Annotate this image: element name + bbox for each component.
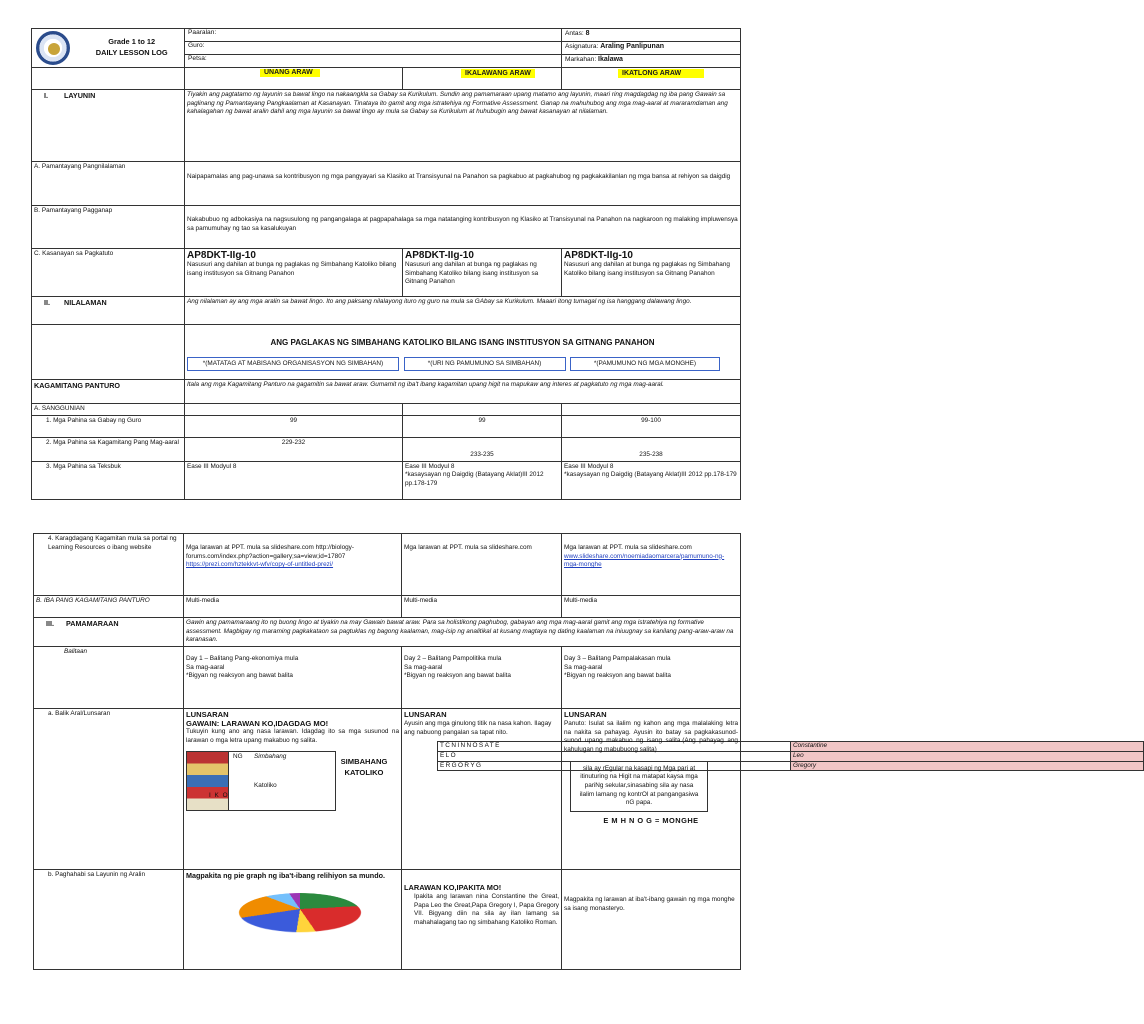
pangnilalaman-label: A. Pamantayang Pangnilalaman xyxy=(32,162,185,206)
iba-day1: Multi-media xyxy=(184,596,402,618)
asignatura-label: Asignatura: xyxy=(565,43,599,50)
blank-cell xyxy=(403,404,562,416)
balitaan-day1: Day 1 – Balitang Pang-ekonomiya mula Sa mag-aaral *Bigyan ng reaksyon ang bawat balita xyxy=(184,646,402,708)
blank-cell xyxy=(32,325,185,380)
nilalaman-label: NILALAMAN xyxy=(64,298,107,307)
document-title xyxy=(96,37,168,58)
iba-day2: Multi-media xyxy=(402,596,562,618)
day1-header: UNANG ARAW xyxy=(260,69,320,77)
gabay-day2: 99 xyxy=(403,415,562,437)
iba-day3: Multi-media xyxy=(562,596,741,618)
pagganap-label: B. Pamantayang Pagganap xyxy=(32,206,185,249)
header-logo-cell xyxy=(32,29,185,68)
answer-2: Leo xyxy=(791,752,1144,762)
d1-answer: SIMBAHANG KATOLIKO xyxy=(340,757,388,777)
subtopic-3: *(PAMUMUNO NG MGA MONGHE) xyxy=(570,357,720,372)
lr-day2: Mga larawan at PPT. mula sa slideshare.com xyxy=(402,534,562,596)
day2-header: IKALAWANG ARAW xyxy=(461,69,535,78)
pamamaraan-num: III. xyxy=(46,619,54,628)
lesson-log-page-1 xyxy=(0,28,768,500)
lr-label: 4. Karagdagang Kagamitan mula sa portal ng Learning Resources o ibang website xyxy=(34,534,184,596)
day3-header: IKATLONG ARAW xyxy=(618,69,704,78)
antas-label: Antas: xyxy=(565,30,584,37)
p2-heading: LARAWAN KO,IPAKITA MO! xyxy=(404,882,502,892)
topic-title: ANG PAGLAKAS NG SIMBAHANG KATOLIKO BILANG ISANG INSTITUSYON SA GITNANG PANAHON xyxy=(270,338,655,347)
layunin-text: Tiyakin ang pagtatamo ng layunin sa bawat lingo na nakaangkla sa Gabay sa Kurikulum. Sundin ang pamamaraan upang matamo ang layunin, maari ring magdagdag ng iba pang Gawain sa paglinang ng Pamantayang Pangkaalaman at Kasanayan. Tinataya ito gamit ang mga istratehiya ng Formative Assessment. Ganap na mahuhubog ang mga mag-aaral at mararamdaman ang kahalagahan ng bawat aralin dahil ang mga layunin sa bawat lingo ay mula sa Gabay sa Kurikulum at huhubugin ang bawat kasanayan at nilalaman. xyxy=(185,90,741,162)
lr1-text: Mga larawan at PPT. mula sa slideshare.com http://biology- forums.com/index.php?action=gallery;sa=view;id=17807 xyxy=(186,544,355,560)
petsa-field[interactable]: Petsa: xyxy=(185,55,562,68)
subtopic-2: *(URI NG PAMUMUNO SA SIMBAHAN) xyxy=(404,357,566,372)
competency-text-1: Nasusuri ang dahilan at bunga ng paglakas ng Simbahang Katoliko bilang isang institusyon sa Gitnang Panahon xyxy=(187,261,397,277)
kagamitan-text: Itala ang mga Kagamitang Panturo na gagamitin sa bawat araw. Gumamit ng iba't ibang kagamitan upang higit na mapukaw ang interes at pagkatuto ng mga mag-aaral. xyxy=(185,380,741,404)
subtopic-row xyxy=(187,357,720,372)
antas-field[interactable] xyxy=(562,29,741,42)
competency-code-2: AP8DKT-IIg-10 xyxy=(405,250,474,261)
nilalaman-label-cell xyxy=(32,297,185,325)
lesson-log-page-2 xyxy=(0,533,828,970)
pagganap-text: Nakabubuo ng adbokasiya na nagsusulong ng pangangalaga at pagpapahalaga sa mga natatanging kontribusyon ng Klasiko at Transisyunal na Panahon na nagkaroon ng malaking impluwensya sa pamumuhay ng tao sa kasalukuyan xyxy=(185,206,741,249)
kagamitan-label: KAGAMITANG PANTURO xyxy=(32,380,185,404)
puzzle-ng: NG xyxy=(233,753,243,761)
p2-text: Ipakita ang larawan nina Constantine the Great, Papa Leo the Great,Papa Gregory I, Papa Gregory VII. Bigyang diin na sila ay ilan lamang sa mahahalagang tao ng simbahang Katoliko Roman. xyxy=(414,892,559,926)
answer-3: Gregory xyxy=(791,761,1144,771)
blank-cell xyxy=(32,68,185,90)
d2-heading: LUNSARAN xyxy=(404,709,447,719)
gabay-label: 1. Mga Pahina sa Gabay ng Guro xyxy=(32,415,185,437)
gabay-day1: 99 xyxy=(185,415,403,437)
d3-heading: LUNSARAN xyxy=(564,709,607,719)
gabay-day3: 99-100 xyxy=(562,415,741,437)
blank-cell xyxy=(562,404,741,416)
p1-text: Magpakita ng pie graph ng iba't-ibang relihiyon sa mundo. xyxy=(186,870,385,880)
blank-cell xyxy=(185,404,403,416)
day1-header-cell xyxy=(185,68,403,90)
lr-day1 xyxy=(184,534,402,596)
religion-pie-graph xyxy=(226,893,373,932)
lr-day3 xyxy=(562,534,741,596)
books-picture-icon xyxy=(187,752,229,810)
d2-instructions: Ayusin ang mga ginulong titik na nasa kahon. Ilagay ang nabuong pangalan sa tapat nito. xyxy=(404,720,552,736)
paghahabi-day2 xyxy=(402,869,562,969)
kasanayan-day2 xyxy=(403,249,562,297)
asignatura-value: Araling Panlipunan xyxy=(600,43,665,50)
d3-passage-box: sila ay rEgular na kasapi ng Mga pari at itinuturing na Higit na matapat kaysa mga pariNg sekular,sinasabing sila ay nasa ilalim lamang ng kontrOl at pangangasiwa nG papa. xyxy=(570,761,708,812)
deped-seal-icon xyxy=(36,31,70,65)
balik-label: a. Balik Aral/Lunsaran xyxy=(34,708,184,869)
guro-field[interactable]: Guro: xyxy=(185,42,562,55)
antas-value: 8 xyxy=(585,30,590,37)
teksbuk-day2: Ease III Modyul 8 *kasaysayan ng Daigdig (Batayang Aklat)III 2012 pp.178-179 xyxy=(403,461,562,499)
layunin-label: LAYUNIN xyxy=(64,91,96,100)
nilalaman-num: II. xyxy=(44,298,50,307)
scrambled-1: TCNINNOSATE xyxy=(438,742,791,752)
dll-table-1 xyxy=(31,28,741,500)
competency-text-3: Nasusuri ang dahilan at bunga ng paglakas ng Simbahang Katoliko bilang isang institusyon sa Gitnang Panahon xyxy=(564,261,730,277)
picture-puzzle-grid xyxy=(186,751,336,811)
subtopic-1: *(MATATAG AT MABISANG ORGANISASYON NG SIMBAHAN) xyxy=(187,357,399,372)
kag-day3: 235-238 xyxy=(562,437,741,461)
teksbuk-day3: Ease III Modyul 8 *kasaysayan ng Daigdig (Batayang Aklat)III 2012 pp.178-179 xyxy=(562,461,741,499)
kasanayan-label: C. Kasanayan sa Pagkatuto xyxy=(32,249,185,297)
pangnilalaman-text: Naipapamalas ang pag-unawa sa kontribusyon ng mga pangyayari sa Klasiko at Transisyunal na Panahon sa pagkabuo at pagkahubog ng pagkakakilanlan ng mga bansa at rehiyon sa daigdig xyxy=(185,162,741,206)
answer-1: Constantine xyxy=(791,742,1144,752)
paghahabi-day1 xyxy=(184,869,402,969)
title-line-1: Grade 1 to 12 xyxy=(108,37,156,47)
competency-code-1: AP8DKT-IIg-10 xyxy=(187,250,256,261)
pamamaraan-label: PAMAMARAAN xyxy=(66,619,119,628)
d3-answer: E M H N O G = MONGHE xyxy=(603,815,699,825)
asignatura-field[interactable] xyxy=(562,42,741,55)
pamamaraan-label-cell xyxy=(34,618,184,647)
lr3-text: Mga larawan at PPT. mula sa slideshare.com xyxy=(564,544,692,551)
d1-instructions: Tukuyin kung ano ang nasa larawan. Idagdag ito sa mga susunod na larawan o mga letra upang makabuo ng salita. xyxy=(186,728,399,744)
puzzle-simbahang: Simbahang xyxy=(254,753,287,761)
kasanayan-day3 xyxy=(562,249,741,297)
prezi-link[interactable]: https://prezi.com/hztekkvt-wfv/copy-of-untitled-prezi/ xyxy=(186,561,334,569)
d1-puzzle xyxy=(186,745,399,811)
title-line-2: DAILY LESSON LOG xyxy=(95,48,168,57)
scrambled-words-table xyxy=(437,741,1144,771)
kag-label: 2. Mga Pahina sa Kagamitang Pang Mag-aaral xyxy=(32,437,185,461)
kag-day2: 233-235 xyxy=(403,437,562,461)
balitaan-day3: Day 3 – Balitang Pampalakasan mula Sa mag-aaral *Bigyan ng reaksyon ang bawat balita xyxy=(562,646,741,708)
markahan-label: Markahan: xyxy=(565,56,597,63)
teksbuk-label: 3. Mga Pahina sa Teksbuk xyxy=(32,461,185,499)
layunin-label-cell xyxy=(32,90,185,162)
paghahabi-day3: Magpakita ng larawan at iba't-ibang gawain ng mga monghe sa isang monasteryo. xyxy=(562,869,741,969)
kag-day1: 229-232 xyxy=(185,437,403,461)
sanggunian-label: A. SANGGUNIAN xyxy=(32,404,185,416)
puzzle-katoliko: Katoliko xyxy=(254,782,277,790)
pamamaraan-text: Gawin ang pamamaraang ito ng buong lingo at tiyakin na may Gawain bawat araw. Para sa holistikong paghubog, gabayan ang mga mag-aaral gamit ang mga istratehiya ng formative assessment. Magbigay ng maraming pagkakataon sa pagtuklas ng bagong kaalaman, mag-isip ng analitikal at kusang magtaya ng dating kaalaman na iniuugnay sa kanilang pang-araw-araw na karanasan. xyxy=(184,618,741,647)
balitaan-label: Balitaan xyxy=(34,646,184,708)
slideshare-link[interactable]: www.slideshare.com/noemiadaomarcera/pamumuno-ng-mga-monghe xyxy=(564,552,725,569)
scrambled-3: ERGORYG xyxy=(438,761,791,771)
paghahabi-label: b. Paghahabi sa Layunin ng Aralin xyxy=(34,869,184,969)
paaralan-field[interactable]: Paaralan: xyxy=(185,29,562,42)
competency-code-3: AP8DKT-IIg-10 xyxy=(564,250,633,261)
topic-cell xyxy=(185,325,741,380)
day2-header-cell xyxy=(403,68,562,90)
puzzle-iko: I K O xyxy=(209,792,229,800)
balik-day3 xyxy=(562,708,741,869)
d1-heading: LUNSARAN xyxy=(186,709,229,719)
d1-subheading: GAWAIN: LARAWAN KO,IDAGDAG MO! xyxy=(186,719,329,729)
competency-text-2: Nasusuri ang dahilan at bunga ng paglakas ng Simbahang Katoliko bilang isang institusyon sa Gitnang Panahon xyxy=(405,261,539,286)
dll-table-2 xyxy=(33,533,828,970)
markahan-value: Ikalawa xyxy=(598,56,623,63)
balitaan-day2: Day 2 – Balitang Pampolitika mula Sa mag-aaral *Bigyan ng reaksyon ang bawat balita xyxy=(402,646,562,708)
teksbuk-day1: Ease III Modyul 8 xyxy=(185,461,403,499)
d3-instructions: Panuto: Isulat sa ilalim ng kahon ang mga malalaking letra na nakita sa pahayag. Ayusin ito batay sa pagkakasunod-sunod upang makabuo ng isang salita.(Ang pahayag ang kahulugan ng mabubuong salita) xyxy=(564,720,738,754)
kasanayan-day1 xyxy=(185,249,403,297)
nilalaman-text: Ang nilalaman ay ang mga aralin sa bawat lingo. Ito ang paksang nilalayong ituro ng guro na mula sa GAbay sa Kurikulum. Maaari itong tumagal ng isa hanggang dalawang lingo. xyxy=(185,297,741,325)
day3-header-cell xyxy=(562,68,741,90)
scrambled-2: ELO xyxy=(438,752,791,762)
iba-label: B. IBA PANG KAGAMITANG PANTURO xyxy=(34,596,184,618)
balik-day1 xyxy=(184,708,402,869)
markahan-field[interactable] xyxy=(562,55,741,68)
layunin-num: I. xyxy=(44,91,48,100)
puzzle-cells xyxy=(209,752,287,810)
